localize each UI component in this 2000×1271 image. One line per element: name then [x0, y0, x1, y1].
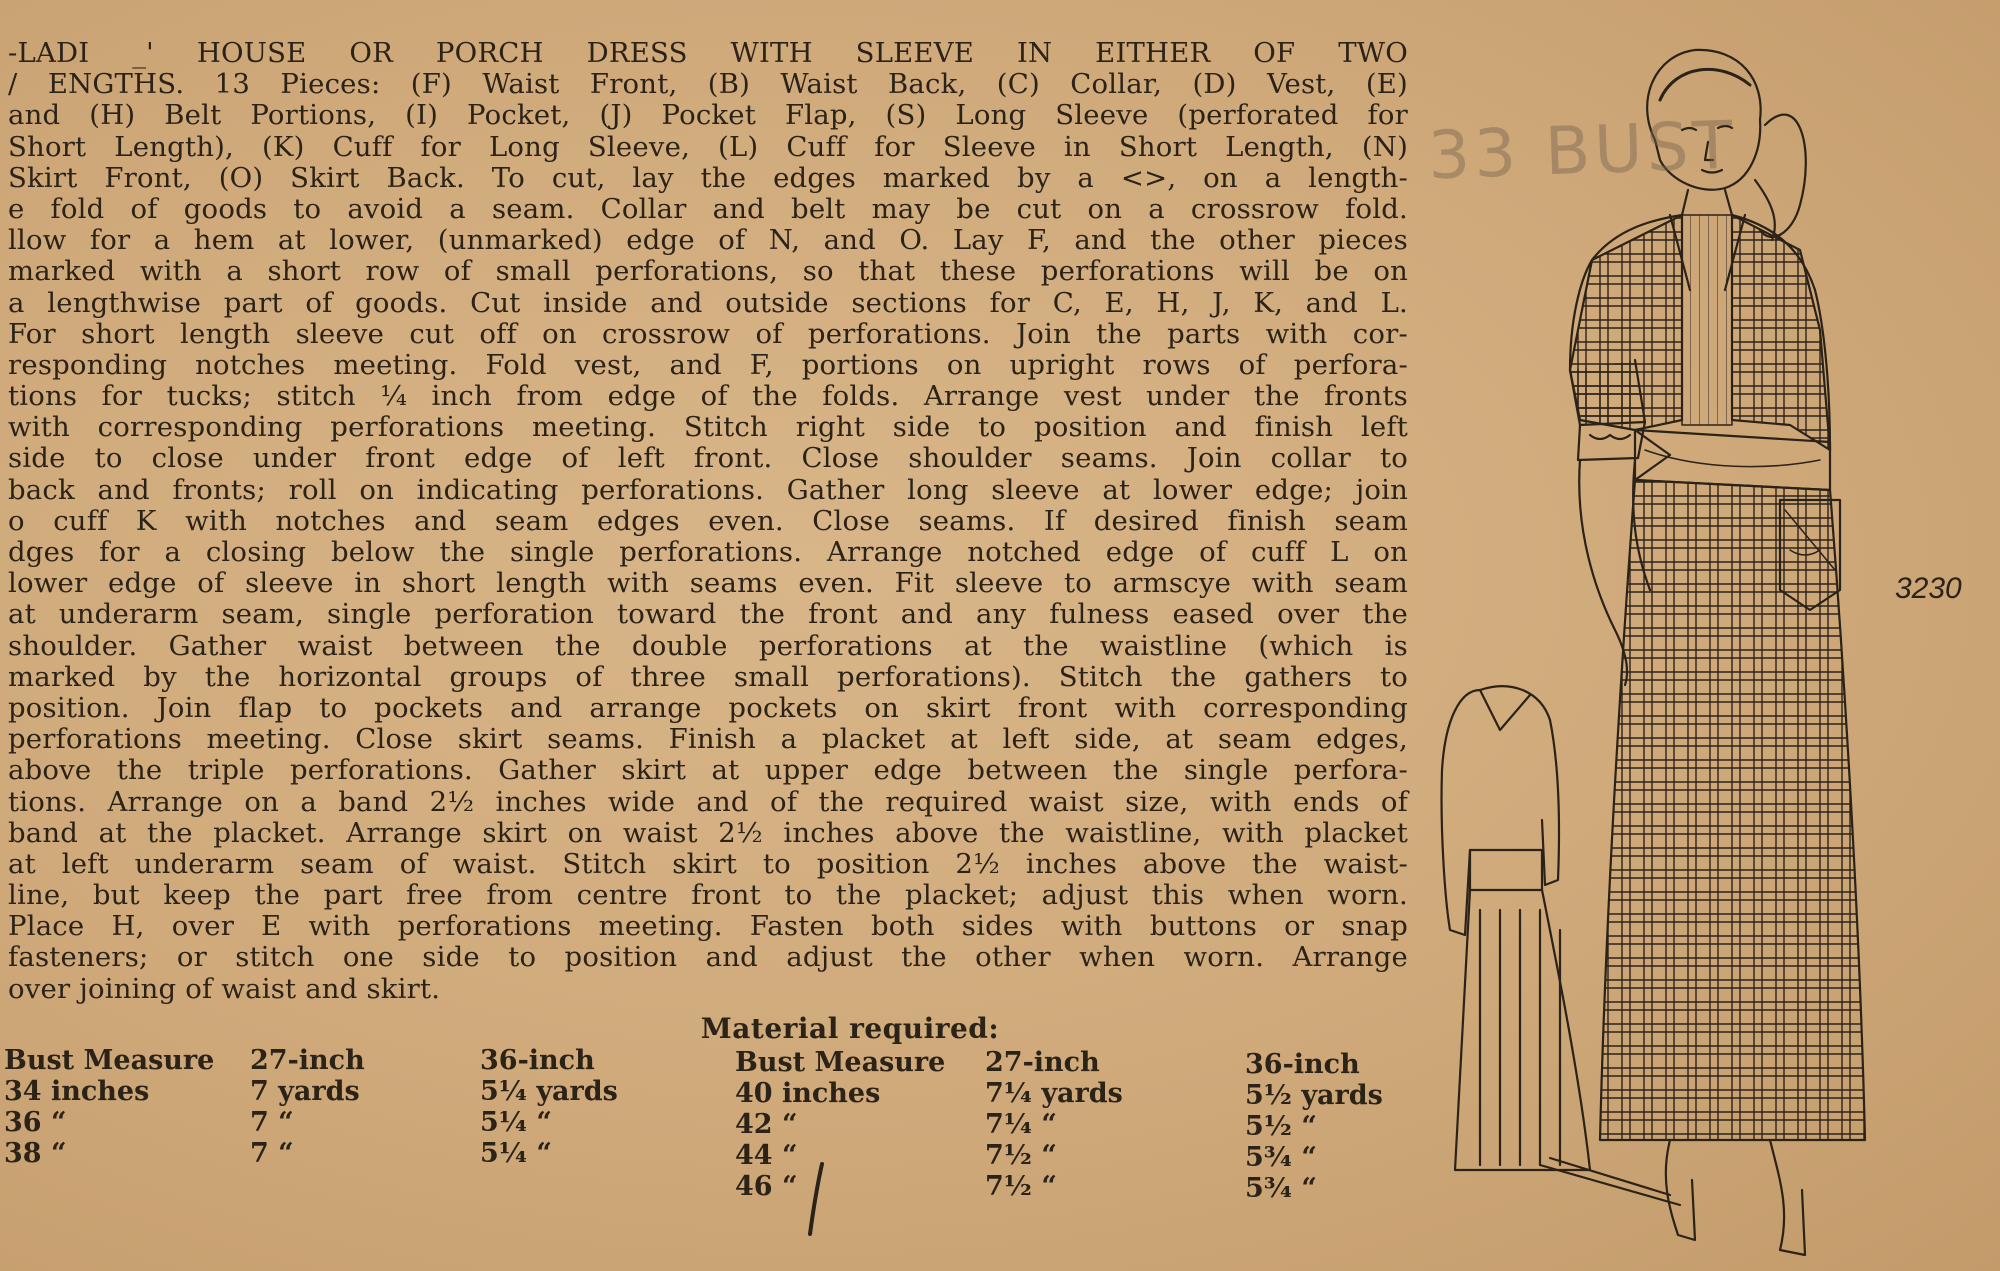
instruction-line: band at the placket. Arrange skirt on waist 2½ inches above the waistline, with placket — [8, 816, 1408, 849]
instruction-line: -LADI _' HOUSE OR PORCH DRESS WITH SLEEVE IN EITHER OF TWO — [8, 37, 1408, 69]
instruction-line: position. Join flap to pockets and arrange pockets on skirt front with corresponding — [8, 691, 1408, 724]
instruction-line: side to close under front edge of left front. Close shoulder seams. Join collar to — [8, 442, 1408, 475]
instruction-line: marked by the horizontal groups of three small perforations). Stitch the gathers to — [8, 660, 1408, 693]
row-27: 7 yards — [250, 1076, 360, 1107]
instruction-line: a lengthwise part of goods. Cut inside and outside sections for C, E, H, J, K, and L. — [8, 286, 1408, 319]
27-inch-column-left — [250, 1045, 365, 1169]
instruction-line: marked with a short row of small perforations, so that these perforations will be on — [8, 255, 1408, 288]
row-bust: 42 “ — [735, 1109, 798, 1140]
row-bust: 46 “ — [735, 1171, 798, 1202]
instruction-line: fasteners; or stitch one side to position and adjust the other when worn. Arrange — [8, 941, 1408, 974]
row-27: 7 “ — [250, 1107, 294, 1138]
pencil-mark-icon — [800, 1160, 840, 1240]
instruction-line: dges for a closing below the single perforations. Arrange notched edge of cuff L on — [8, 536, 1408, 568]
row-36: 5½ yards — [1245, 1080, 1383, 1111]
row-bust: 40 inches — [735, 1078, 881, 1109]
bust-stamp: 33 BUST — [1426, 106, 1739, 195]
row-bust: 38 “ — [4, 1138, 67, 1169]
header-36-inch: 36-inch — [480, 1045, 595, 1076]
instruction-line: responding notches meeting. Fold vest, and F, portions on upright rows of perfora- — [8, 348, 1408, 381]
header-bust-measure: Bust Measure — [735, 1047, 946, 1078]
row-36: 5¼ yards — [480, 1076, 618, 1107]
instruction-line: at underarm seam, single perforation toward the front and any fulness eased over the — [8, 598, 1408, 631]
material-heading: Material required: — [700, 1012, 1000, 1045]
bust-measure-column-left — [4, 1045, 214, 1169]
bust-measure-column-right — [735, 1047, 945, 1202]
instruction-line: and (H) Belt Portions, (I) Pocket, (J) Pocket Flap, (S) Long Sleeve (perforated for — [8, 99, 1408, 132]
instruction-line: Short Length), (K) Cuff for Long Sleeve, (L) Cuff for Sleeve in Short Length, (N) — [8, 130, 1408, 163]
instruction-line: back and fronts; roll on indicating perforations. Gather long sleeve at lower edge; join — [8, 473, 1408, 506]
row-27: 7½ “ — [985, 1171, 1057, 1202]
36-inch-column-right — [1245, 1049, 1383, 1204]
instruction-line: at left underarm seam of waist. Stitch skirt to position 2½ inches above the waist- — [8, 847, 1408, 880]
instruction-line: e fold of goods to avoid a seam. Collar and belt may be cut on a crossrow fold. — [8, 192, 1408, 225]
instruction-line: tions. Arrange on a band 2½ inches wide and of the required waist size, with ends of — [8, 785, 1408, 818]
pattern-number: 3230 — [1895, 572, 1962, 605]
instruction-line: o cuff K with notches and seam edges even. Close seams. If desired finish seam — [8, 504, 1408, 537]
instruction-line: over joining of waist and skirt. — [8, 972, 441, 1005]
row-27: 7¼ yards — [985, 1078, 1123, 1109]
instruction-line: llow for a hem at lower, (unmarked) edge of N, and O. Lay F, and the other pieces — [8, 224, 1408, 257]
header-27-inch: 27-inch — [250, 1045, 365, 1076]
36-inch-column-left — [480, 1045, 618, 1169]
instruction-line: with corresponding perforations meeting. Stitch right side to position and finish left — [8, 411, 1408, 444]
instruction-line: line, but keep the part free from centre front to the placket; adjust this when worn. — [8, 879, 1408, 912]
row-bust: 36 “ — [4, 1107, 67, 1138]
instruction-line: tions for tucks; stitch ¼ inch from edge of the folds. Arrange vest under the fronts — [8, 380, 1408, 413]
header-bust-measure: Bust Measure — [4, 1045, 215, 1076]
row-36: 5¾ “ — [1245, 1173, 1317, 1204]
row-bust: 34 inches — [4, 1076, 150, 1107]
instruction-line: lower edge of sleeve in short length with seams even. Fit sleeve to armscye with seam — [8, 567, 1408, 600]
row-bust: 44 “ — [735, 1140, 798, 1171]
header-36-inch: 36-inch — [1245, 1049, 1360, 1080]
27-inch-column-right — [985, 1047, 1123, 1202]
row-27: 7 “ — [250, 1138, 294, 1169]
row-36: 5¼ “ — [480, 1138, 552, 1169]
header-27-inch: 27-inch — [985, 1047, 1100, 1078]
row-36: 5¾ “ — [1245, 1142, 1317, 1173]
instruction-line: shoulder. Gather waist between the double perforations at the waistline (which is — [8, 629, 1408, 662]
instruction-line: For short length sleeve cut off on crossrow of perforations. Join the parts with cor- — [8, 317, 1408, 350]
instruction-line: / ENGTHS. 13 Pieces: (F) Waist Front, (B) Waist Back, (C) Collar, (D) Vest, (E) — [8, 68, 1408, 101]
instruction-line: above the triple perforations. Gather skirt at upper edge between the single perfora- — [8, 754, 1408, 787]
instruction-line: Skirt Front, (O) Skirt Back. To cut, lay the edges marked by a <>, on a length- — [8, 161, 1408, 194]
row-27: 7¼ “ — [985, 1109, 1057, 1140]
row-27: 7½ “ — [985, 1140, 1057, 1171]
row-36: 5¼ “ — [480, 1107, 552, 1138]
instructions-text — [8, 38, 1408, 1005]
instruction-line: Place H, over E with perforations meeting. Fasten both sides with buttons or snap — [8, 910, 1408, 943]
row-36: 5½ “ — [1245, 1111, 1317, 1142]
instruction-line: perforations meeting. Close skirt seams. Finish a placket at left side, at seam edges, — [8, 723, 1408, 756]
dress-illustration-icon — [1420, 30, 1980, 1270]
